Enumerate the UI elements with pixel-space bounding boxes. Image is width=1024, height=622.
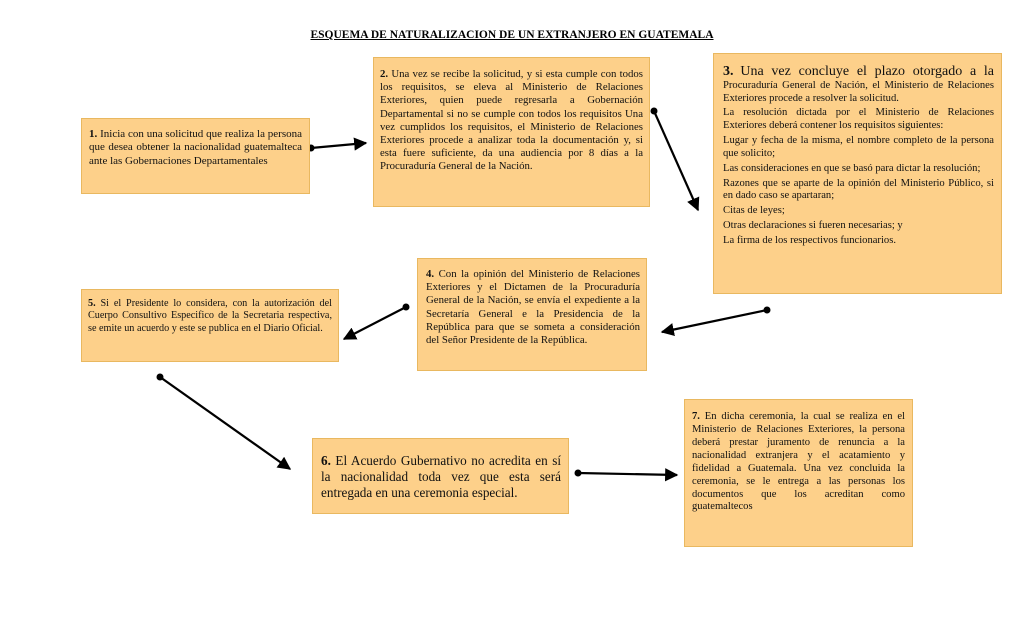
requirement-item: La resolución dictada por el Ministerio de Relaciones Exteriores deberá contener los requisitos siguientes: xyxy=(723,106,994,131)
requirement-item: La firma de los respectivos funcionarios. xyxy=(723,235,896,247)
step-number: 6. xyxy=(321,453,331,468)
step-text: Inicia con una solicitud que realiza la persona que desea obtener la nacionalidad guatemalteca ante las Gobernaciones Departamentales xyxy=(89,128,302,167)
step-text: Una vez se recibe la solicitud, y si esta cumple con todos los requisitos, se eleva al Ministerio de Relaciones Exteriores, quien puede regresarla a Gobernación Departamental si no se cumple con todos los requisitos Una vez cumplidos los requisitos, el Ministerio de Relaciones Exteriores procede a analizar toda la documentación y, si esta fuere suficiente, da una audiencia por 8 días a la Procuraduría General de la Nación. xyxy=(380,68,644,173)
step-number: 5. xyxy=(88,298,96,309)
step-text: Con la opinión del Ministerio de Relaciones Exteriores y el Dictamen de la Procuraduría General de la Nación, se envía el expediente a la Secretaría General e la Presidencia de la República para que se someta a consideración del Señor Presidente de la República. xyxy=(426,268,640,346)
arrow-s3-s4 xyxy=(662,307,771,333)
step-number: 4. xyxy=(426,268,435,280)
arrow-s6-s7 xyxy=(575,470,678,477)
arrow-s4-s5 xyxy=(344,304,410,340)
step-text: En dicha ceremonia, la cual se realiza en el Ministerio de Relaciones Exteriores, la persona deberá prestar juramento de renuncia a la nacionalidad extranjera y el acatamiento y fidelidad a Guatemala. Una vez concluida la ceremonia, se le entrega a las personas los documentos que los acreditan como guatemaltecos xyxy=(692,411,905,513)
step-number: 3. xyxy=(723,64,734,79)
arrow-s2-s3 xyxy=(651,108,699,211)
step-text: Procuraduría General de Nación, el Ministerio de Relaciones Exteriores procede a resolver la solicitud. xyxy=(723,80,994,104)
step-number: 2. xyxy=(380,68,389,80)
step-1-box xyxy=(81,118,310,194)
requirement-item: Razones que se aparte de la opinión del Ministerio Público, si en dado caso se apartaran; xyxy=(723,177,994,202)
step-3-box xyxy=(713,53,1002,294)
step-lead: Una vez concluye el plazo otorgado a la xyxy=(740,64,994,79)
diagram-title: ESQUEMA DE NATURALIZACION DE UN EXTRANJERO EN GUATEMALA xyxy=(310,29,714,41)
step-text: El Acuerdo Gubernativo no acredita en sí la nacionalidad toda vez que esta será entregada en una ceremonia especial. xyxy=(321,453,562,500)
step-3-intro xyxy=(723,63,994,106)
requirement-item: Lugar y fecha de la misma, el nombre completo de la persona que solicito; xyxy=(723,134,994,159)
step-4-box xyxy=(417,258,647,371)
requirement-item: Otras declaraciones si fueren necesarias; y xyxy=(723,220,903,232)
requirement-item: Citas de leyes; xyxy=(723,205,785,217)
step-7-box xyxy=(684,399,913,547)
requirement-item: Las consideraciones en que se basó para dictar la resolución; xyxy=(723,162,981,174)
step-number: 7. xyxy=(692,411,700,422)
arrow-s5-s6 xyxy=(157,374,291,470)
step-6-box xyxy=(312,438,569,514)
step-number: 1. xyxy=(89,128,98,140)
step-text: Si el Presidente lo considera, con la autorización del Cuerpo Consultivo Especifico de la Secretaria respectiva, se emite un acuerdo y este se publica en el Diario Oficial. xyxy=(88,298,332,334)
requirement-list xyxy=(723,107,994,248)
arrow-s1-s2 xyxy=(308,143,367,152)
step-2-box xyxy=(373,57,650,207)
step-5-box xyxy=(81,289,339,362)
